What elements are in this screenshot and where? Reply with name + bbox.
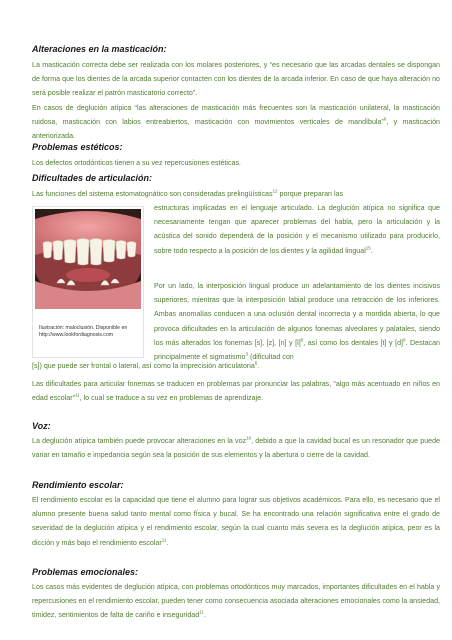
articulacion-line-1 bbox=[32, 187, 440, 201]
heading-masticacion: Alteraciones en la masticación: bbox=[32, 44, 167, 54]
figure-caption: Ilustración: maloclusión. Disponible en http://www.lookfordiagnosis.com bbox=[39, 325, 128, 338]
footnote-ref: 6 bbox=[254, 360, 258, 366]
voz-text: La deglución atípica también puede provocar alteraciones en la voz bbox=[32, 437, 247, 445]
articulacion-tail-text: [s]) que puede ser frontal o lateral, así como la imprecisión articulatoria bbox=[32, 362, 255, 370]
esteticos-paragraph: Los defectos ortodónticos tienen a su vez repercusiones estéticas. bbox=[32, 159, 241, 167]
figure-maloclusion bbox=[32, 206, 144, 358]
emocionales-text-end: . bbox=[203, 611, 206, 620]
articulacion-tail bbox=[32, 359, 440, 373]
rendimiento-text-end: . bbox=[166, 538, 169, 547]
heading-emocionales: Problemas emocionales: bbox=[32, 567, 139, 577]
articulacion-line1-end: porque preparan las bbox=[277, 190, 344, 198]
esteticos-body bbox=[32, 156, 440, 170]
footnote-ref: 11 bbox=[161, 537, 167, 543]
articulacion-tail-end: . bbox=[257, 362, 260, 370]
footnote-ref: 6 bbox=[383, 116, 387, 122]
articulacion-wrap2-mid: , así como los dentales [t] y [d] bbox=[303, 338, 403, 347]
heading-esteticos: Problemas estéticos: bbox=[32, 142, 123, 152]
masticacion-p2-end: , y masticación anteriorizada. bbox=[32, 117, 441, 141]
voz-body bbox=[32, 434, 440, 462]
section-emocionales bbox=[32, 566, 440, 578]
emocionales-text: Los casos más evidentes de deglución atípica, con problemas ortodónticos muy marcados, importantes dificultades en el habla y repercusiones en el rendimiento escolar, pueden tener como consecuencia asociada alteraciones emocionales como la ansiedad, timidez, sentimientos de falta de cariño e inseguridad bbox=[32, 583, 440, 620]
rendimiento-text: El rendimiento escolar es la capacidad que tiene el alumno para lograr sus objetivos académicos. Para ello, es necesario que el alumno presente buena salud tanto mental como física y bucal. Se ha encontrado una relación significativa entre el grado de severidad de la deglución atípica y el rendimiento escolar, según la cual cuanto más severa es la deglución atípica, peor es la dicción y más bajo el rendimiento escolar bbox=[32, 496, 440, 547]
footnote-ref: 11 bbox=[74, 392, 80, 398]
articulacion-paragraph-3 bbox=[32, 377, 440, 405]
masticacion-body bbox=[32, 58, 440, 143]
footnote-ref: 11 bbox=[199, 610, 204, 616]
masticacion-p2-text: En casos de deglución atípica “las alteraciones de masticación más frecuentes son la masticación unilateral, la masticación ruidosa, masticación con labios entreabiertos, masticación con movimientos verticales de mandíbula” bbox=[32, 103, 440, 126]
articulacion-wrap2-text: Por un lado, la interposición lingual produce un adelantamiento de los dientes incisivos superiores, mientras que la interposición labial produce una retracción de los inferiores. Ambas anomalías conducen a una oclusión dental incorrecta y a mordida abierta, lo que provoca dificultades en la articulación de algunos fonemas alveolares y palatales, siendo los más alterados los fonemas [s], [z], [n] y [l] bbox=[154, 282, 440, 347]
section-voz bbox=[32, 420, 440, 432]
footnote-ref: 12 bbox=[272, 188, 278, 194]
rendimiento-body bbox=[32, 493, 440, 550]
section-articulacion bbox=[32, 172, 440, 184]
masticacion-paragraph-1: La masticación correcta debe ser realizada con los molares posteriores, y “es necesario que las arcadas dentales se dispongan de forma que los dientes de la arcada superior contacten con los dientes de la arcada inferior. En caso de que haya alteración no será posible realizar el patrón masticatorio correcto”. bbox=[32, 61, 440, 98]
footnote-ref: 3 bbox=[245, 351, 248, 357]
articulacion-p3-end: , lo cual se traduce a su vez en problemas de aprendizaje. bbox=[79, 394, 264, 403]
articulacion-p3-text: Las dificultades para articular fonemas se traducen en problemas par pronunciar las palabras, “algo más acentuado en niños en edad escolar” bbox=[32, 380, 440, 403]
articulacion-wrap2-end: (dificultad con bbox=[247, 353, 294, 362]
footnote-ref: 8 bbox=[300, 337, 304, 343]
malocclusion-photo bbox=[35, 209, 141, 309]
articulacion-wrap1-end: . bbox=[370, 246, 373, 255]
masticacion-paragraph-2 bbox=[32, 101, 440, 144]
footnote-ref: 10 bbox=[246, 435, 252, 441]
articulacion-line1-text: Las funciones del sistema estomatognático son consideradas prelingüísticas bbox=[32, 190, 273, 198]
heading-rendimiento: Rendimiento escolar: bbox=[32, 480, 124, 490]
heading-voz: Voz: bbox=[32, 421, 51, 431]
footnote-ref: 8 bbox=[403, 337, 406, 343]
articulacion-wrap2-mid2: . Destacan principalmente el sigmatismo bbox=[154, 338, 440, 362]
articulacion-wrap-2 bbox=[154, 279, 440, 364]
section-rendimiento bbox=[32, 479, 440, 491]
section-esteticos bbox=[32, 141, 440, 153]
section-masticacion bbox=[32, 43, 440, 55]
heading-articulacion: Dificultades de articulación: bbox=[32, 173, 153, 183]
articulacion-wrap-1 bbox=[154, 201, 440, 258]
footnote-ref: 15 bbox=[365, 245, 371, 251]
emocionales-body bbox=[32, 580, 440, 623]
articulacion-wrap1-text: estructuras implicadas en el lenguaje articulado. La deglución atípica no significa que necesariamente tengan que aparecer problemas del habla, pero la articulación y la acústica del sonido dependerá de la posición y el mecanismo utilizado para producirlo, sobre todo respecto a la posición de los dientes y la agilidad lingual bbox=[154, 204, 440, 255]
voz-text-end: , debido a que la cavidad bucal es un resonador que puede variar en tamaño e impedancia según sea la posición de sus elementos y la abertura o cierre de la cavidad. bbox=[32, 437, 440, 460]
